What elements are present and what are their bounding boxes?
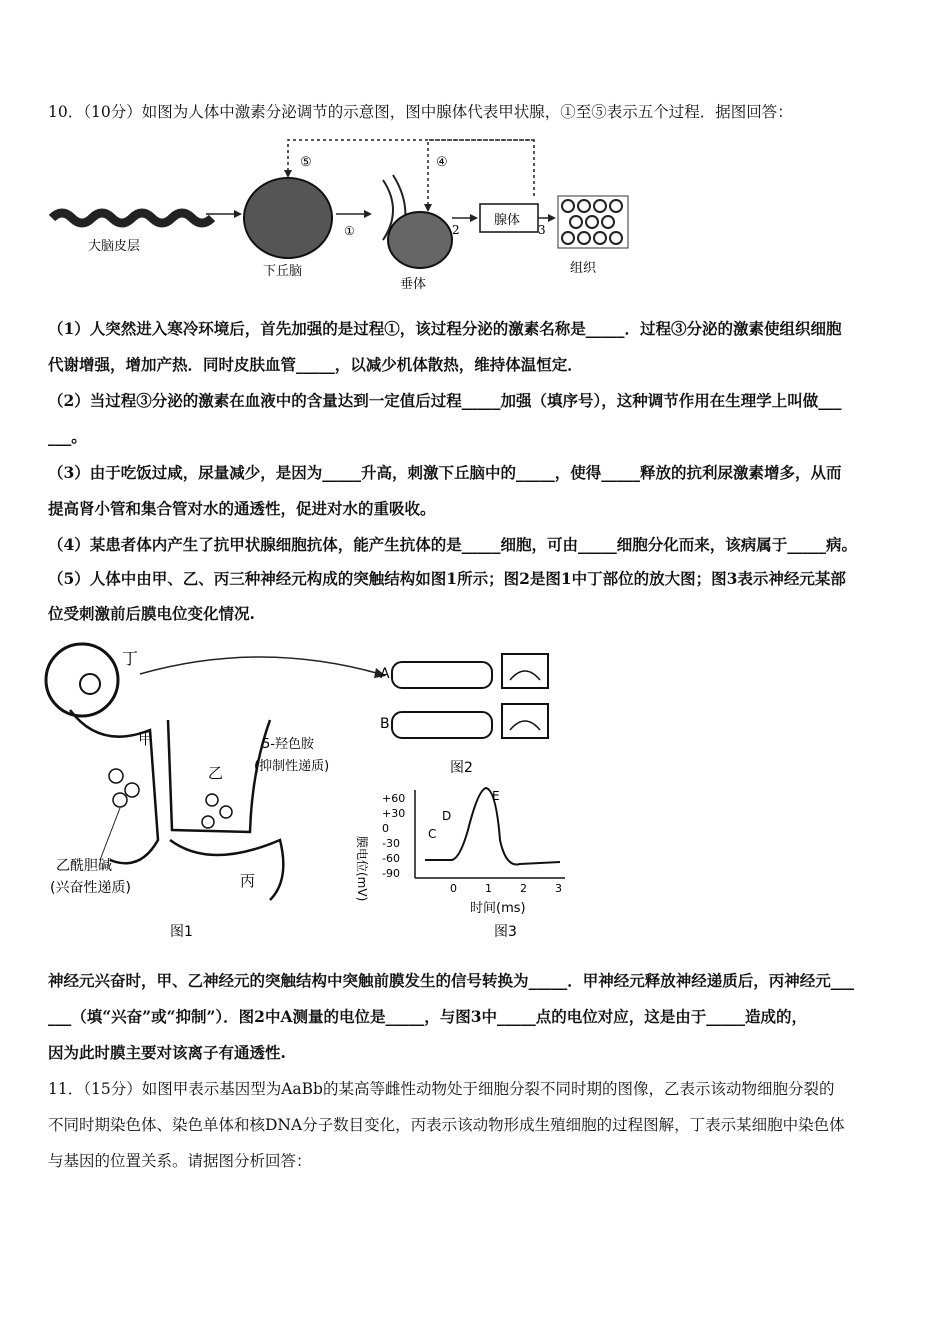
pituitary-shape	[388, 212, 452, 268]
ytick-label: -60	[382, 852, 400, 865]
ytick-label: -90	[382, 867, 400, 880]
hypothalamus-label: 下丘脑	[263, 264, 303, 279]
pituitary-label: 垂体	[400, 277, 427, 292]
q10-sub5-line2: 位受刺激前后膜电位变化情况.	[48, 604, 255, 623]
q10-sub1-line1: （1）人突然进入寒冷环境后，首先加强的是过程①，该过程分泌的激素名称是_____．过程③分泌的激素使组织细胞	[48, 319, 842, 338]
axon-b	[392, 712, 492, 738]
q10-sub1-line2: 代谢增强，增加产热．同时皮肤血管_____，以减少机体散热，维持体温恒定．	[48, 355, 583, 374]
xtick-label: 2	[520, 882, 527, 895]
cerebral-cortex-shape	[52, 213, 212, 223]
process-4-label: ④	[436, 155, 448, 170]
yi-label: 乙	[208, 764, 224, 782]
hormone-regulation-figure	[48, 130, 648, 300]
process-1-label: ①	[344, 224, 355, 238]
feedback-4-line	[428, 140, 534, 208]
ding-label: 丁	[122, 649, 139, 668]
process-2-label: 2	[452, 223, 460, 237]
point-e-label: E	[492, 789, 500, 803]
axon-b-label: B	[380, 716, 390, 732]
excitatory-label: (兴奋性递质)	[50, 880, 131, 896]
q10-after-line2: ___（填“兴奋”或“抑制”）．图2中A测量的电位是_____，与图3中_____点的电位对应，这是由于_____造成的，	[48, 1007, 808, 1026]
q10-sub2-line2: ___。	[48, 427, 87, 446]
fig1-caption: 图1	[170, 924, 193, 940]
q10-after-line3: 因为此时膜主要对该离子有通透性.	[48, 1043, 286, 1062]
q10-sub3-line1: （3）由于吃饭过咸，尿量减少，是因为_____升高，刺激下丘脑中的_____，使得_____释放的抗利尿激素增多，从而	[48, 463, 842, 482]
q10-sub5-line1: （5）人体中由甲、乙、丙三种神经元构成的突触结构如图1所示；图2是图1中丁部位的放大图；图3表示神经元某部	[48, 569, 846, 588]
axon-a	[392, 662, 492, 688]
ytick-label: 0	[382, 822, 389, 835]
xtick-label: 1	[485, 882, 492, 895]
ytick-label: +60	[382, 792, 406, 805]
cortex-label: 大脑皮层	[88, 239, 141, 254]
point-c-label: C	[428, 827, 437, 841]
synapse-figure	[40, 640, 580, 945]
point-d-label: D	[442, 809, 452, 823]
gland-label: 腺体	[494, 213, 521, 228]
process-5-label: ⑤	[300, 155, 312, 170]
q10-sub4-line1: （4）某患者体内产生了抗甲状腺细胞抗体，能产生抗体的是_____细胞，可由_____细胞分化而来，该病属于_____病。	[48, 535, 858, 554]
q11-line1: 11．（15分）如图甲表示基因型为AaBb的某高等雌性动物处于细胞分裂不同时期的图像，乙表示该动物细胞分裂的	[48, 1080, 835, 1098]
bing-label: 丙	[240, 872, 256, 890]
ytick-label: +30	[382, 807, 406, 820]
yaxis-label: 膜电位(mV)	[355, 836, 369, 902]
jia-label: 甲	[138, 730, 154, 748]
xaxis-label: 时间(ms)	[470, 901, 526, 916]
serotonin-label: 5-羟色胺	[262, 737, 314, 752]
q10-sub2-line1: （2）当过程③分泌的激素在血液中的含量达到一定值后过程_____加强（填序号），这种调节作用在生理学上叫做___	[48, 391, 842, 410]
q11-line2: 不同时期染色体、染色单体和核DNA分子数目变化，丙表示该动物形成生殖细胞的过程图解，丁表示某细胞中染色体	[48, 1116, 845, 1134]
hypothalamus-shape	[244, 178, 332, 258]
xtick-label: 0	[450, 882, 457, 895]
ach-label: 乙酰胆碱	[56, 858, 112, 874]
q10-heading: 10．（10分）如图为人体中激素分泌调节的示意图，图中腺体代表甲状腺，①至⑤表示五个过程．据图回答：	[48, 103, 793, 121]
neuron-bing-shape	[170, 840, 283, 900]
inhibitory-label: (抑制性递质)	[254, 759, 330, 774]
ytick-label: -30	[382, 837, 400, 850]
potential-plot	[355, 788, 565, 916]
q11-line3: 与基因的位置关系。请据图分析回答：	[48, 1152, 312, 1170]
axon-a-label: A	[380, 666, 390, 682]
q10-after-line1: 神经元兴奋时，甲、乙神经元的突触结构中突触前膜发生的信号转换为_____．甲神经元释放神经递质后，丙神经元___	[48, 971, 855, 990]
fig2-caption: 图2	[450, 760, 473, 776]
fig3-caption: 图3	[494, 924, 517, 940]
tissue-shape	[558, 196, 628, 248]
feedback-5-line	[288, 140, 534, 196]
xtick-label: 3	[555, 882, 562, 895]
tissue-label: 组织	[570, 261, 597, 276]
q10-sub3-line2: 提高肾小管和集合管对水的通透性，促进对水的重吸收。	[48, 499, 436, 518]
ding-circle	[46, 644, 118, 716]
process-3-label: 3	[538, 223, 546, 237]
